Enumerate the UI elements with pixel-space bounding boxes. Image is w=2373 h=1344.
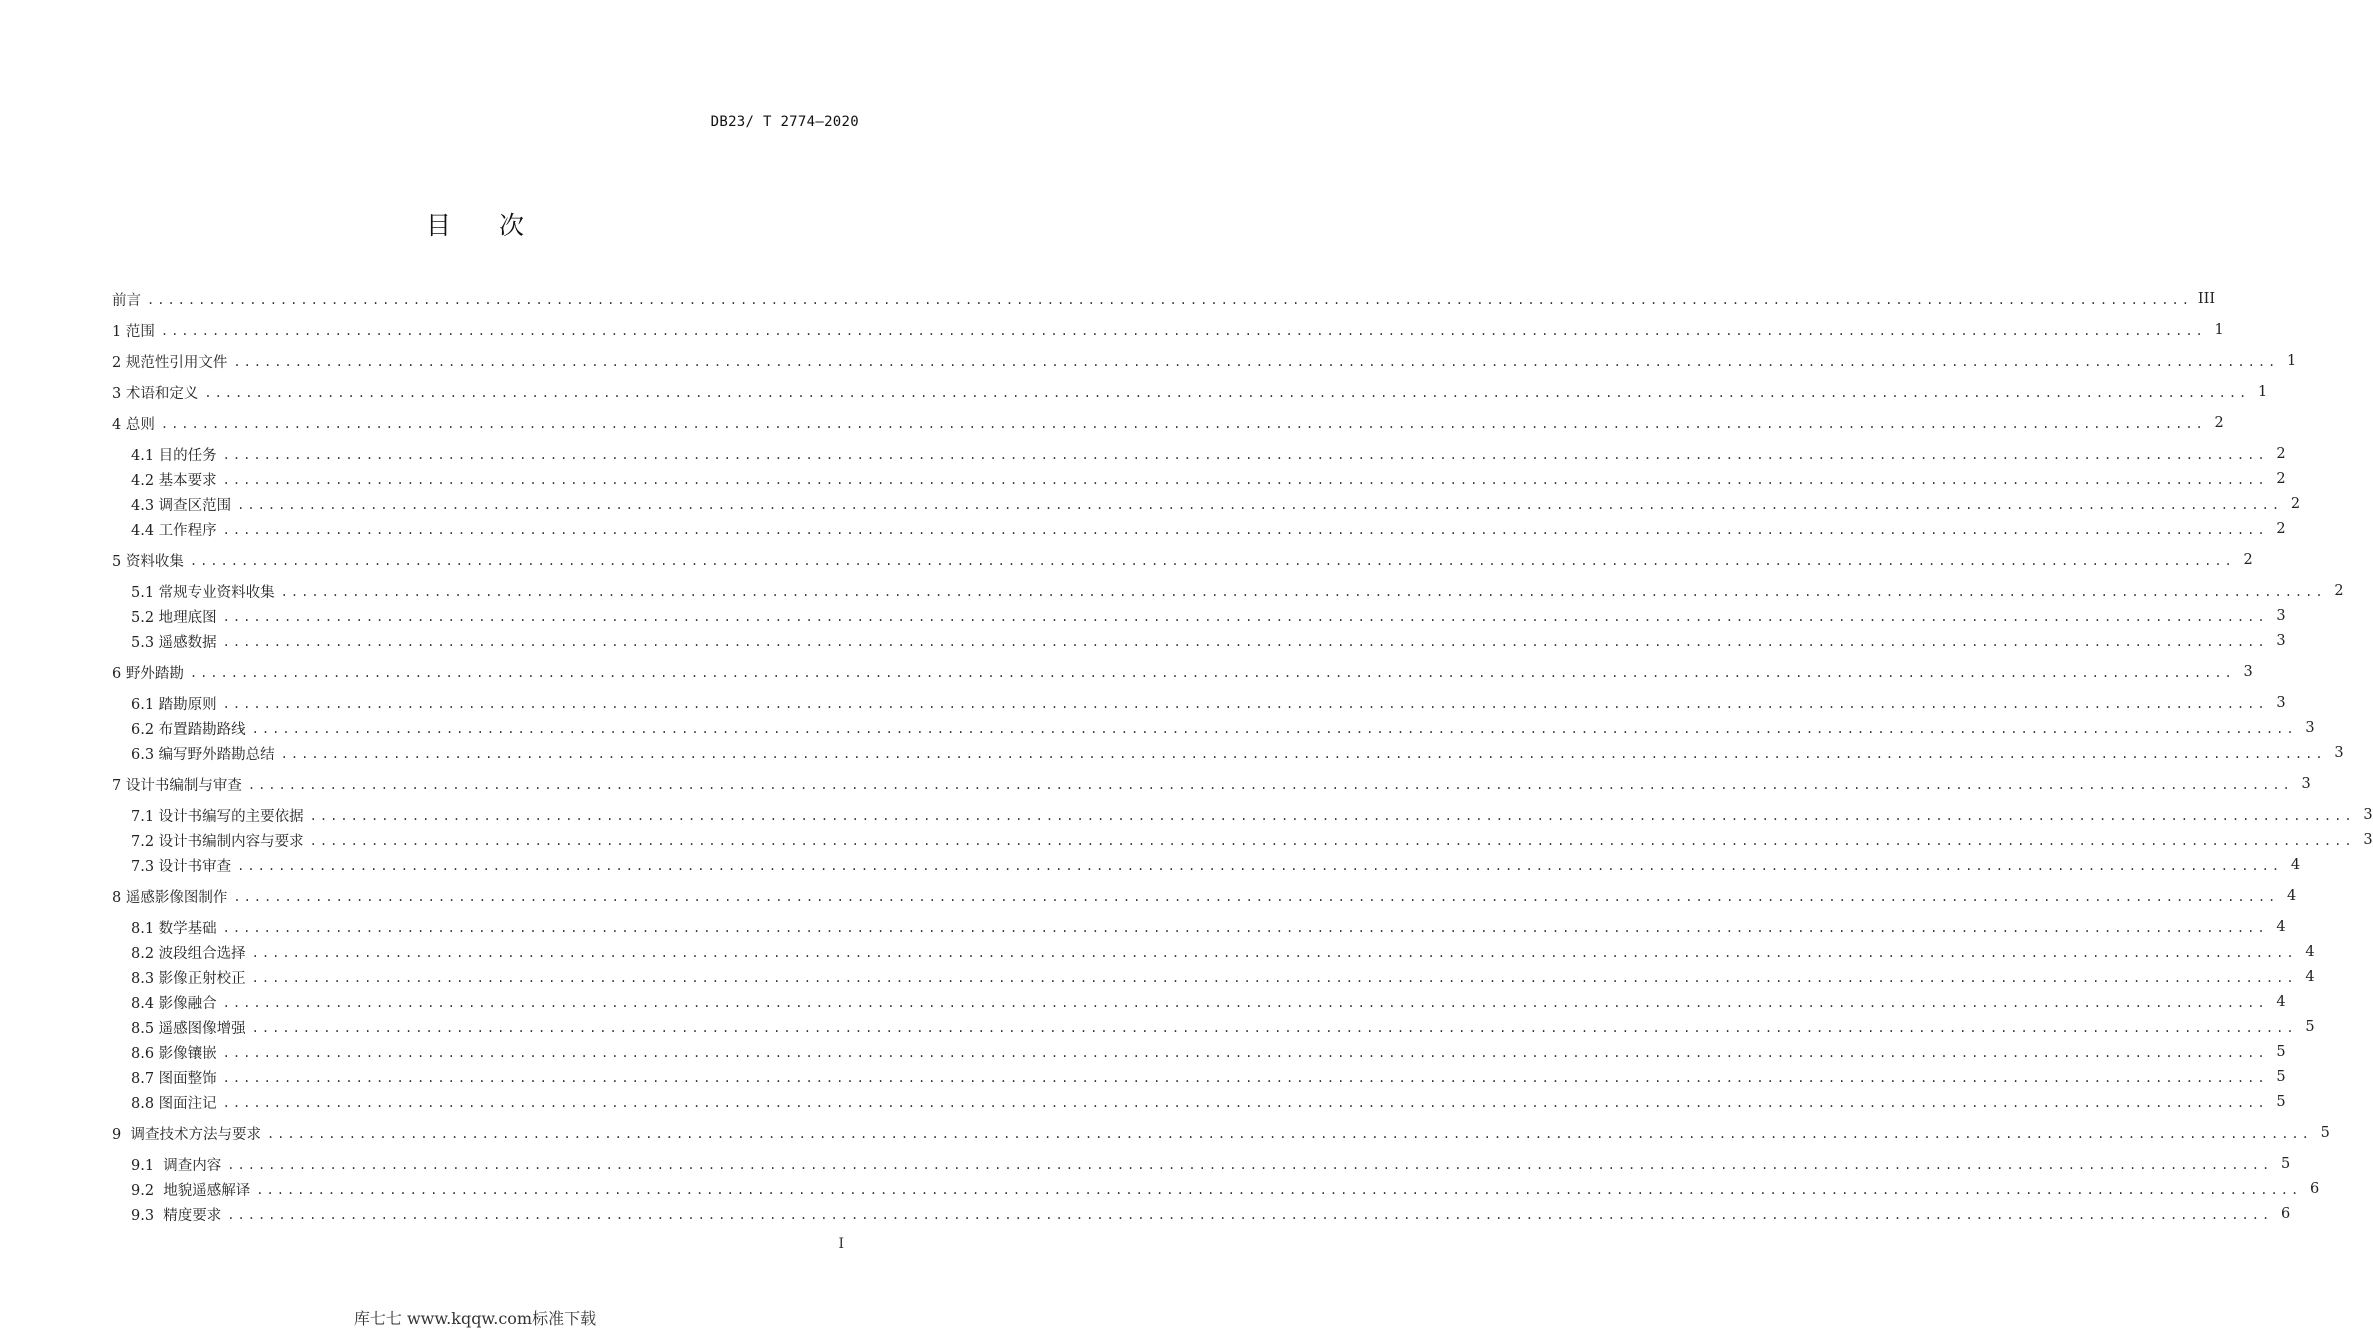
toc-dot-leader: ........................................................................................................................................................................................................ [222, 1071, 2268, 1085]
toc-dot-leader: ........................................................................................................................................................................................................ [222, 996, 2268, 1010]
toc-entry-label: 5.1 常规专业资料收集 [131, 584, 275, 601]
toc-entry-page: 6 [2309, 1181, 2320, 1197]
toc-entry-label: 5.3 遥感数据 [131, 634, 217, 651]
toc-dot-leader: ........................................................................................................................................................................................................ [204, 386, 2250, 400]
toc-entry[interactable] [112, 288, 2216, 310]
toc-entry-page: 5 [2276, 1094, 2286, 1110]
toc-entry-label: 4.2 基本要求 [131, 472, 217, 489]
toc-entry-label: 9.3 精度要求 [131, 1207, 222, 1224]
toc-dot-leader: ........................................................................................................................................................................................................ [309, 809, 2355, 823]
toc-entry[interactable] [131, 443, 2286, 465]
toc-dot-leader: ........................................................................................................................................................................................................ [222, 523, 2268, 537]
toc-entry-label: 8.1 数学基础 [131, 920, 217, 937]
toc-entry[interactable] [112, 381, 2268, 403]
toc-entry[interactable] [131, 493, 2301, 515]
page-title: 目 次 [426, 211, 544, 240]
toc-entry-label: 8.3 影像正射校正 [131, 970, 246, 987]
toc-entry-page: 3 [2305, 720, 2315, 736]
toc-entry[interactable] [131, 1203, 2291, 1225]
toc-entry-page: 3 [2301, 776, 2311, 792]
toc-dot-leader: ........................................................................................................................................................................................................ [222, 610, 2268, 624]
toc-dot-leader: ........................................................................................................................................................................................................ [309, 834, 2355, 848]
toc-entry[interactable] [131, 991, 2286, 1013]
toc-entry-label: 6.3 编写野外踏勘总结 [131, 746, 275, 763]
toc-dot-leader: ........................................................................................................................................................................................................ [222, 635, 2268, 649]
toc-entry-page: 2 [2276, 521, 2286, 537]
toc-entry[interactable] [131, 1091, 2286, 1113]
toc-entry[interactable] [131, 1016, 2315, 1038]
toc-entry-page: 4 [2290, 857, 2301, 873]
toc-entry-page: 1 [2287, 353, 2297, 369]
toc-entry-page: 2 [2243, 552, 2253, 568]
toc-entry[interactable] [131, 692, 2286, 714]
toc-entry-page: 2 [2276, 471, 2286, 487]
toc-entry-page: 3 [2276, 633, 2286, 649]
toc-entry-page: 3 [2243, 664, 2253, 680]
toc-dot-leader: ........................................................................................................................................................................................................ [222, 473, 2268, 487]
toc-entry-label: 6.1 踏勘原则 [131, 696, 217, 713]
toc-entry-label: 8.6 影像镶嵌 [131, 1045, 217, 1062]
toc-dot-leader: ........................................................................................................................................................................................................ [222, 697, 2268, 711]
page-number: I [838, 1236, 844, 1252]
toc-entry[interactable] [131, 742, 2344, 764]
toc-entry[interactable] [112, 549, 2253, 571]
toc-entry-label: 7.3 设计书审查 [131, 858, 232, 875]
toc-entry[interactable] [112, 319, 2224, 341]
toc-entry-page: 4 [2287, 888, 2297, 904]
toc-entry[interactable] [131, 804, 2373, 826]
toc-dot-leader: ........................................................................................................................................................................................................ [251, 722, 2297, 736]
toc-entry-label: 前言 [112, 292, 141, 309]
toc-dot-leader: ........................................................................................................................................................................................................ [256, 1183, 2302, 1197]
toc-entry[interactable] [131, 580, 2344, 602]
toc-dot-leader: ........................................................................................................................................................................................................ [251, 1021, 2297, 1035]
toc-entry-label: 7 设计书编制与审查 [112, 777, 242, 794]
toc-entry-page: 5 [2320, 1125, 2330, 1141]
toc-dot-leader: ........................................................................................................................................................................................................ [222, 921, 2268, 935]
toc-entry-label: 8.5 遥感图像增强 [131, 1020, 246, 1037]
toc-dot-leader: ........................................................................................................................................................................................................ [280, 747, 2326, 761]
toc-dot-leader: ........................................................................................................................................................................................................ [266, 1127, 2312, 1141]
toc-dot-leader: ........................................................................................................................................................................................................ [233, 890, 2279, 904]
toc-entry[interactable] [131, 468, 2286, 490]
toc-dot-leader: ........................................................................................................................................................................................................ [222, 1046, 2268, 1060]
toc-entry[interactable] [131, 1066, 2286, 1088]
toc-dot-leader: ........................................................................................................................................................................................................ [147, 293, 2192, 307]
toc-entry-page: 2 [2334, 583, 2344, 599]
toc-entry-label: 8.2 波段组合选择 [131, 945, 246, 962]
footer-watermark: 库七七 www.kqqw.com标准下载 [353, 1309, 597, 1328]
toc-entry[interactable] [112, 885, 2297, 907]
toc-entry-label: 9.1 调查内容 [131, 1157, 222, 1174]
toc-entry-label: 8 遥感影像图制作 [112, 889, 228, 906]
toc-dot-leader: ........................................................................................................................................................................................................ [227, 1208, 2273, 1222]
toc-entry-label: 9 调查技术方法与要求 [112, 1126, 261, 1143]
toc-entry[interactable] [131, 1178, 2320, 1200]
toc-entry-label: 7.2 设计书编制内容与要求 [131, 833, 304, 850]
toc-dot-leader: ........................................................................................................................................................................................................ [222, 1096, 2268, 1110]
toc-entry-page: 5 [2280, 1156, 2291, 1172]
toc-entry-label: 5 资料收集 [112, 553, 184, 570]
toc-entry-label: 4.3 调查区范围 [131, 497, 232, 514]
toc-dot-leader: ........................................................................................................................................................................................................ [233, 355, 2279, 369]
toc-entry-page: 3 [2334, 745, 2344, 761]
toc-dot-leader: ........................................................................................................................................................................................................ [189, 554, 2235, 568]
toc-entry-page: 4 [2305, 969, 2315, 985]
toc-entry-page: 4 [2276, 994, 2286, 1010]
toc-entry-label: 3 术语和定义 [112, 385, 199, 402]
toc-entry[interactable] [112, 1122, 2330, 1144]
toc-entry-label: 4.1 目的任务 [131, 447, 217, 464]
toc-entry-page: 3 [2276, 695, 2286, 711]
toc-entry-label: 6.2 布置踏勘路线 [131, 721, 246, 738]
toc-dot-leader: ........................................................................................................................................................................................................ [237, 498, 2283, 512]
toc-entry-label: 8.7 图面整饰 [131, 1070, 217, 1087]
toc-dot-leader: ........................................................................................................................................................................................................ [251, 971, 2297, 985]
toc-entry-label: 4.4 工作程序 [131, 522, 217, 539]
toc-entry-page: 1 [2258, 384, 2268, 400]
toc-entry-page: 2 [2214, 415, 2224, 431]
toc-dot-leader: ........................................................................................................................................................................................................ [251, 946, 2297, 960]
toc-entry-label: 5.2 地理底图 [131, 609, 217, 626]
toc-entry[interactable] [112, 350, 2297, 372]
toc-dot-leader: ........................................................................................................................................................................................................ [227, 1158, 2273, 1172]
toc-entry[interactable] [131, 1041, 2286, 1063]
toc-entry-label: 9.2 地貌遥感解译 [131, 1182, 251, 1199]
toc-entry-label: 2 规范性引用文件 [112, 354, 228, 371]
toc-dot-leader: ........................................................................................................................................................................................................ [222, 448, 2268, 462]
toc-entry-page: 3 [2276, 608, 2286, 624]
toc-entry[interactable] [131, 1153, 2291, 1175]
toc-entry-page: 2 [2276, 446, 2286, 462]
toc-entry[interactable] [112, 773, 2311, 795]
toc-entry-page: 5 [2276, 1069, 2286, 1085]
toc-dot-leader: ........................................................................................................................................................................................................ [160, 324, 2206, 338]
toc-entry-label: 7.1 设计书编写的主要依据 [131, 808, 304, 825]
toc-entry[interactable] [131, 717, 2315, 739]
toc-entry[interactable] [131, 518, 2286, 540]
toc-entry-page: 6 [2280, 1206, 2291, 1222]
toc-entry-label: 6 野外踏勘 [112, 665, 184, 682]
toc-entry-page: 5 [2276, 1044, 2286, 1060]
toc-dot-leader: ........................................................................................................................................................................................................ [189, 666, 2235, 680]
toc-entry[interactable] [131, 916, 2286, 938]
toc-entry[interactable] [112, 661, 2253, 683]
toc-entry-page: 3 [2363, 832, 2373, 848]
toc-entry-label: 8.4 影像融合 [131, 995, 217, 1012]
toc-entry-page: 4 [2276, 919, 2286, 935]
toc-entry-page: 2 [2290, 496, 2301, 512]
toc-entry-page: 1 [2214, 322, 2224, 338]
toc-dot-leader: ........................................................................................................................................................................................................ [160, 417, 2206, 431]
document-code: DB23/ T 2774—2020 [710, 114, 859, 130]
toc-entry-label: 8.8 图面注记 [131, 1095, 217, 1112]
toc-entry-page: III [2197, 291, 2216, 307]
toc-entry[interactable] [131, 605, 2286, 627]
toc-dot-leader: ........................................................................................................................................................................................................ [280, 585, 2326, 599]
toc-entry[interactable] [131, 630, 2286, 652]
toc-entry-page: 3 [2363, 807, 2373, 823]
toc-entry[interactable] [131, 941, 2315, 963]
toc-dot-leader: ........................................................................................................................................................................................................ [247, 778, 2293, 792]
toc-entry-page: 5 [2305, 1019, 2315, 1035]
toc-entry[interactable] [112, 412, 2224, 434]
toc-dot-leader: ........................................................................................................................................................................................................ [237, 859, 2283, 873]
toc-entry-label: 4 总则 [112, 416, 155, 433]
toc-entry-page: 4 [2305, 944, 2315, 960]
toc-entry[interactable] [131, 854, 2301, 876]
toc-entry[interactable] [131, 829, 2373, 851]
toc-entry-label: 1 范围 [112, 323, 155, 340]
toc-entry[interactable] [131, 966, 2315, 988]
